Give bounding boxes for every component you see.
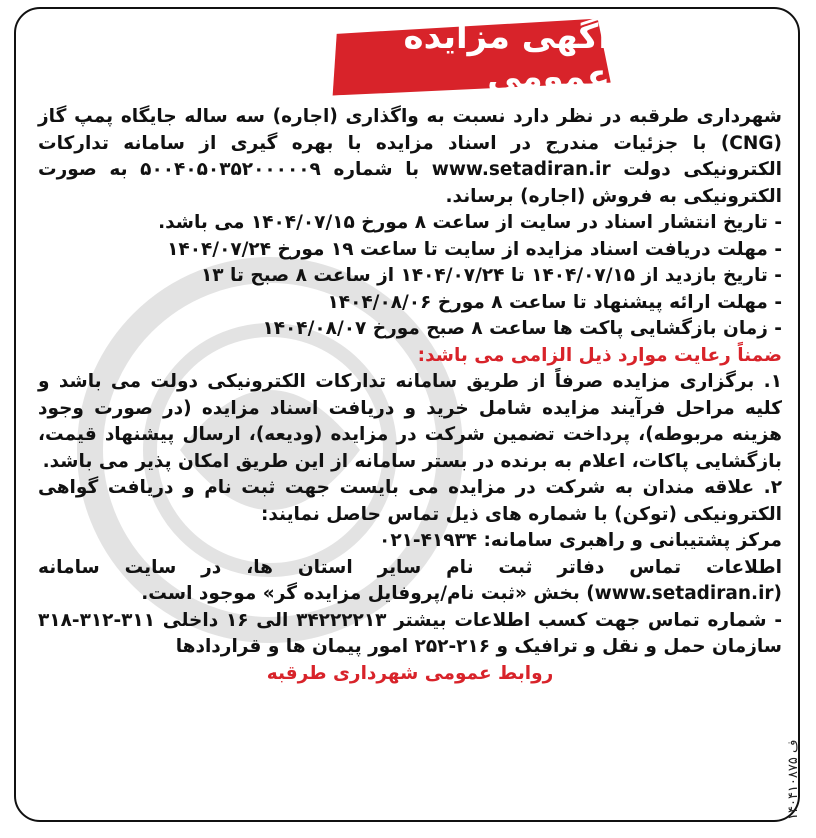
requirement-item: ۱. برگزاری مزایده صرفاً از طریق سامانه تدارکات الکترونیکی دولت می باشد و کلیه مراحل فرآیند مزایده شامل خرید و دریافت اسناد مزایده (در صورت وجود هزینه مربوطه)، پرداخت تضمین شرکت در مزایده (ودیعه)، ارسال پیشنهاد قیمت، بازگشایی پاکات، اعلام به برنده در بستر سامانه از این طریق امکان پذیر می باشد. (38, 371, 782, 472)
side-code: ف ۱۴۰۴۱۰۸۷۵ (786, 739, 801, 820)
schedule-item: - تاریخ بازدید از ۱۴۰۴/۰۷/۱۵ تا ۱۴۰۴/۰۷/۲۴ از ساعت ۸ صبح تا ۱۳ (201, 265, 782, 286)
support-center: مرکز پشتیبانی و راهبری سامانه: ۴۱۹۳۴-۰۲۱ (379, 530, 782, 551)
signature: روابط عمومی شهرداری طرقبه (266, 662, 554, 684)
page-title: آگهی مزایده عمومی (403, 17, 610, 97)
offices-info: اطلاعات تماس دفاتر ثبت نام سایر استان ها، در سایت سامانه (www.setadiran.ir) بخش «ثبت نام/پروفایل مزایده گر» موجود است. (38, 556, 782, 604)
schedule-item: - مهلت دریافت اسناد مزایده از سایت تا ساعت ۱۹ مورخ ۱۴۰۴/۰۷/۲۴ (167, 238, 782, 260)
notice-body (38, 104, 782, 687)
schedule-item: - تاریخ انتشار اسناد در سایت از ساعت ۸ مورخ ۱۴۰۴/۰۷/۱۵ می باشد. (158, 212, 782, 233)
contact-info: - شماره تماس جهت کسب اطلاعات بیشتر ۳۴۲۲۲۲۱۳ الی ۱۶ داخلی ۳۱۱-۳۱۲-۳۱۸ سازمان حمل و نقل و ترافیک و ۲۱۶-۲۵۲ امور پیمان ها و قراردادها (38, 609, 782, 657)
schedule-item: - مهلت ارائه پیشنهاد تا ساعت ۸ مورخ ۱۴۰۴/۰۸/۰۶ (327, 291, 782, 313)
intro-paragraph: شهرداری طرقبه در نظر دارد نسبت به واگذاری (اجاره) سه ساله جایگاه پمپ گاز (CNG) با جزئیات مندرج در اسناد مزایده با بهره گیری از سامانه تدارکات الکترونیکی دولت www.setadiran.ir با شماره ۵۰۰۴۰۵۰۳۵۲۰۰۰۰۰۹ به صورت الکترونیکی به فروش (اجاره) برساند. (38, 106, 782, 207)
title-banner (326, 17, 610, 97)
requirement-item: ۲. علاقه مندان به شرکت در مزایده می بایست جهت ثبت نام و دریافت گواهی الکترونیکی (توکن) با شماره های ذیل تماس حاصل نمایند: (38, 477, 782, 525)
schedule-item: - زمان بازگشایی پاکت ها ساعت ۸ صبح مورخ ۱۴۰۴/۰۸/۰۷ (262, 318, 782, 339)
notice-heading: ضمناً رعایت موارد ذیل الزامی می باشد: (417, 344, 782, 366)
